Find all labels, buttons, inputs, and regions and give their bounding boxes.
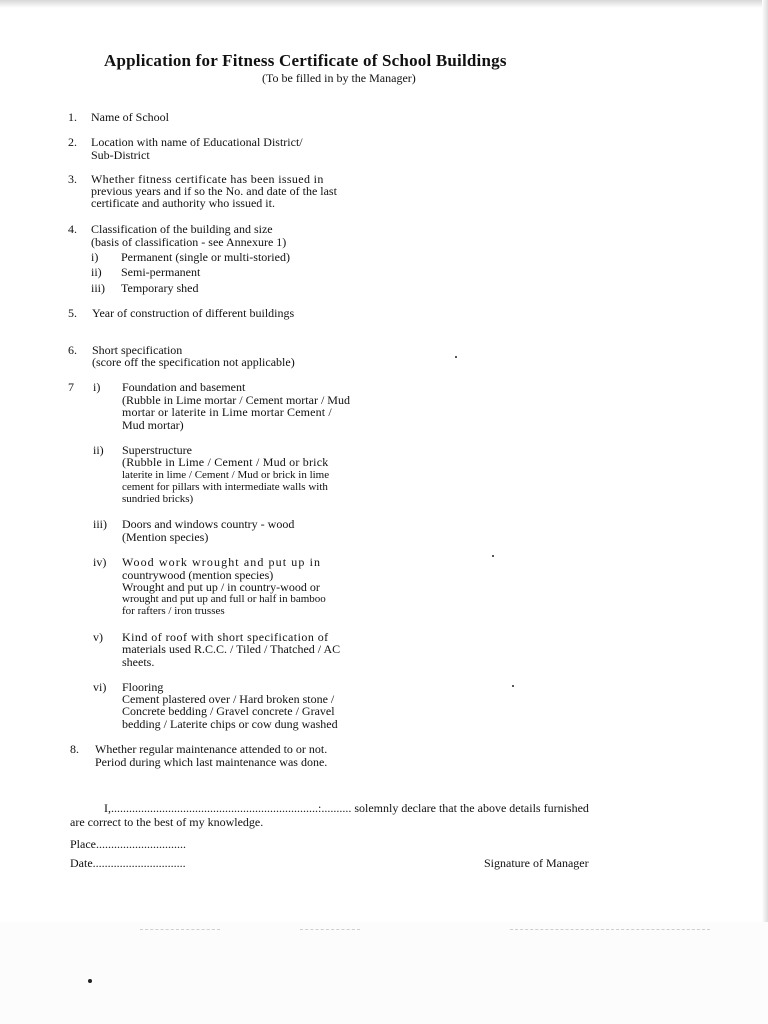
item-7-sub-number: iii) <box>93 517 107 531</box>
item-7-sub-line: materials used R.C.C. / Tiled / Thatched / AC <box>122 642 341 656</box>
item-7-sub-number: i) <box>93 380 101 394</box>
scan-streak <box>300 929 360 931</box>
item-4-sub-number: iii) <box>91 281 105 295</box>
item-7-sub-number: ii) <box>93 443 104 457</box>
item-4-sub-text: Temporary shed <box>121 281 199 295</box>
item-6-line: Short specification <box>92 343 183 357</box>
item-4-sub-text: Semi-permanent <box>121 265 201 279</box>
scan-speck <box>512 685 514 687</box>
item-7-sub-line: (Rubble in Lime / Cement / Mud or brick <box>122 455 329 469</box>
scan-edge-top <box>0 0 768 8</box>
scan-streak <box>510 929 710 931</box>
item-7-sub-line: mortar or laterite in Lime mortar Cement / <box>122 405 332 419</box>
item-7-sub-line: Wood work wrought and put up in <box>122 555 322 569</box>
scan-speck <box>88 979 92 983</box>
item-4-sub-number: i) <box>91 250 99 264</box>
scan-speck <box>492 555 494 557</box>
item-7-sub-line: Superstructure <box>122 443 192 457</box>
signature-label: Signature of Manager <box>484 856 589 870</box>
scan-speck <box>455 356 457 358</box>
item-7-sub-number: v) <box>93 630 103 644</box>
item-3-line: Whether fitness certificate has been issued in <box>91 172 324 186</box>
item-7-sub-line: Flooring <box>122 680 164 694</box>
date-field: Date............................... <box>70 856 186 870</box>
item-7-sub-line: sundried bricks) <box>122 493 194 505</box>
item-7-sub-number: vi) <box>93 680 107 694</box>
item-7-sub-line: laterite in lime / Cement / Mud or brick in lime <box>122 469 330 481</box>
item-1-number: 1. <box>68 110 77 124</box>
scan-edge-right <box>762 0 768 1024</box>
item-7-number: 7 <box>68 380 74 394</box>
place-field: Place.............................. <box>70 837 186 851</box>
item-7-sub-line: countrywood (mention species) <box>122 568 274 582</box>
item-7-sub-line: Doors and windows country - wood <box>122 517 295 531</box>
item-6-number: 6. <box>68 343 77 357</box>
item-6-line: (score off the specification not applicable) <box>92 355 295 369</box>
item-4-line: (basis of classification - see Annexure 1) <box>91 235 287 249</box>
item-7-sub-line: wrought and put up and full or half in bamboo <box>122 593 326 605</box>
item-4-number: 4. <box>68 222 77 236</box>
declaration-line: are correct to the best of my knowledge. <box>70 815 264 829</box>
item-7-sub-line: sheets. <box>122 655 155 669</box>
item-7-sub-line: bedding / Laterite chips or cow dung washed <box>122 717 338 731</box>
item-2-line: Sub-District <box>91 148 150 162</box>
scan-edge-bottom <box>0 922 768 1024</box>
item-3-number: 3. <box>68 172 77 186</box>
item-8-number: 8. <box>70 742 79 756</box>
page-title: Application for Fitness Certificate of School Buildings <box>104 51 507 70</box>
item-3-line: previous years and if so the No. and date of the last <box>91 184 337 198</box>
item-7-sub-line: Foundation and basement <box>122 380 246 394</box>
item-7-sub-line: (Rubble in Lime mortar / Cement mortar / Mud <box>122 393 350 407</box>
declaration-line: I,.....................................................................:.......... solemnly declare that the above details furnished <box>104 801 589 815</box>
item-4-sub-number: ii) <box>91 265 102 279</box>
item-7-sub-number: iv) <box>93 555 107 569</box>
page-subtitle: (To be filled in by the Manager) <box>262 71 416 85</box>
item-4-sub-text: Permanent (single or multi-storied) <box>121 250 290 264</box>
item-7-sub-line: Concrete bedding / Gravel concrete / Gravel <box>122 704 335 718</box>
item-7-sub-line: cement for pillars with intermediate walls with <box>122 481 328 493</box>
item-7-sub-line: Mud mortar) <box>122 418 184 432</box>
item-1-text: Name of School <box>91 110 169 124</box>
item-4-line: Classification of the building and size <box>91 222 273 236</box>
item-2-line: Location with name of Educational District/ <box>91 135 303 149</box>
item-7-sub-line: for rafters / iron trusses <box>122 605 225 617</box>
item-5-number: 5. <box>68 306 77 320</box>
scan-streak <box>140 929 220 931</box>
item-7-sub-line: Kind of roof with short specification of <box>122 630 329 644</box>
item-8-line: Whether regular maintenance attended to or not. <box>95 742 328 756</box>
item-2-number: 2. <box>68 135 77 149</box>
item-3-line: certificate and authority who issued it. <box>91 196 275 210</box>
item-7-sub-line: Wrought and put up / in country-wood or <box>122 580 320 594</box>
item-7-sub-line: (Mention species) <box>122 530 209 544</box>
item-5-text: Year of construction of different buildings <box>92 306 295 320</box>
item-8-line: Period during which last maintenance was done. <box>95 755 328 769</box>
item-7-sub-line: Cement plastered over / Hard broken stone / <box>122 692 335 706</box>
